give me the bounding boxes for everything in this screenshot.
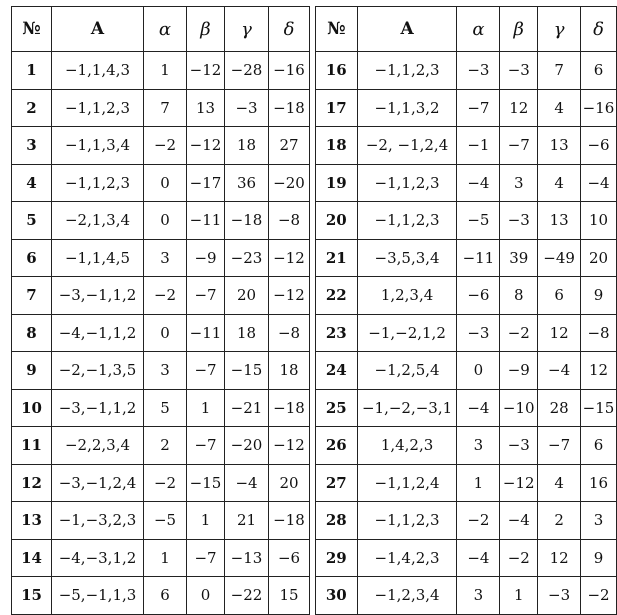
cell-alpha: 0	[457, 352, 500, 390]
cell-beta: −15	[187, 464, 225, 502]
cell-delta: 9	[581, 277, 617, 315]
header-number: №	[12, 7, 52, 52]
cell-delta: −18	[269, 389, 310, 427]
cell-beta: −10	[500, 389, 538, 427]
cell-set-a: −3,−1,1,2	[52, 389, 144, 427]
table-row	[12, 502, 310, 540]
cell-gamma: −4	[538, 352, 581, 390]
cell-number: 17	[316, 89, 358, 127]
cell-gamma: −22	[225, 577, 269, 615]
cell-alpha: −1	[457, 127, 500, 165]
cell-beta: −9	[500, 352, 538, 390]
cell-alpha: −11	[457, 239, 500, 277]
cell-number: 18	[316, 127, 358, 165]
cell-set-a: −3,−1,2,4	[52, 464, 144, 502]
cell-beta: −7	[187, 539, 225, 577]
cell-alpha: −2	[144, 127, 187, 165]
cell-number: 24	[316, 352, 358, 390]
cell-alpha: −7	[457, 89, 500, 127]
cell-delta: 15	[269, 577, 310, 615]
cell-gamma: −15	[225, 352, 269, 390]
table-row	[12, 427, 310, 465]
cell-set-a: −5,−1,1,3	[52, 577, 144, 615]
cell-alpha: 3	[144, 352, 187, 390]
cell-alpha: 3	[457, 577, 500, 615]
table-row	[316, 539, 617, 577]
cell-set-a: −2,1,3,4	[52, 202, 144, 240]
cell-alpha: −2	[457, 502, 500, 540]
cell-number: 19	[316, 164, 358, 202]
cell-delta: −12	[269, 239, 310, 277]
cell-number: 13	[12, 502, 52, 540]
cell-delta: −16	[581, 89, 617, 127]
cell-set-a: −1,2,3,4	[357, 577, 457, 615]
cell-gamma: −4	[225, 464, 269, 502]
table-row	[316, 277, 617, 315]
cell-number: 3	[12, 127, 52, 165]
cell-beta: 12	[500, 89, 538, 127]
cell-gamma: −49	[538, 239, 581, 277]
cell-set-a: 1,4,2,3	[357, 427, 457, 465]
variants-table-right	[315, 6, 617, 615]
cell-delta: −2	[581, 577, 617, 615]
table-row	[316, 314, 617, 352]
cell-number: 16	[316, 52, 358, 90]
cell-number: 20	[316, 202, 358, 240]
cell-delta: 27	[269, 127, 310, 165]
cell-delta: −15	[581, 389, 617, 427]
cell-set-a: −2,−1,3,5	[52, 352, 144, 390]
cell-set-a: −1,−2,−3,1	[357, 389, 457, 427]
cell-alpha: 0	[144, 164, 187, 202]
cell-alpha: −6	[457, 277, 500, 315]
cell-number: 23	[316, 314, 358, 352]
table-row	[12, 164, 310, 202]
header-beta: β	[187, 7, 225, 52]
cell-delta: −20	[269, 164, 310, 202]
cell-set-a: −1,1,2,3	[52, 89, 144, 127]
cell-set-a: −2,2,3,4	[52, 427, 144, 465]
table-row	[316, 89, 617, 127]
cell-number: 12	[12, 464, 52, 502]
cell-gamma: 13	[538, 127, 581, 165]
cell-delta: 6	[581, 52, 617, 90]
table-row	[316, 352, 617, 390]
cell-number: 26	[316, 427, 358, 465]
table-row	[316, 502, 617, 540]
header-row	[12, 7, 310, 52]
cell-delta: 6	[581, 427, 617, 465]
cell-beta: −11	[187, 202, 225, 240]
cell-alpha: 0	[144, 314, 187, 352]
cell-beta: 1	[500, 577, 538, 615]
cell-gamma: −18	[225, 202, 269, 240]
table-row	[12, 277, 310, 315]
table-row	[316, 52, 617, 90]
cell-delta: −16	[269, 52, 310, 90]
table-row	[316, 577, 617, 615]
cell-set-a: −1,2,5,4	[357, 352, 457, 390]
cell-delta: −4	[581, 164, 617, 202]
cell-set-a: −2, −1,2,4	[357, 127, 457, 165]
cell-alpha: −2	[144, 277, 187, 315]
cell-alpha: −4	[457, 389, 500, 427]
cell-beta: −3	[500, 52, 538, 90]
table-row	[12, 314, 310, 352]
cell-delta: −6	[269, 539, 310, 577]
cell-gamma: 7	[538, 52, 581, 90]
table-row	[12, 539, 310, 577]
cell-set-a: −3,−1,1,2	[52, 277, 144, 315]
cell-gamma: 20	[225, 277, 269, 315]
cell-gamma: −23	[225, 239, 269, 277]
header-set-a: A	[357, 7, 457, 52]
cell-beta: −2	[500, 539, 538, 577]
cell-beta: −7	[187, 277, 225, 315]
table-row	[316, 127, 617, 165]
cell-beta: −4	[500, 502, 538, 540]
table-row	[12, 89, 310, 127]
cell-gamma: −7	[538, 427, 581, 465]
cell-gamma: 36	[225, 164, 269, 202]
header-row	[316, 7, 617, 52]
cell-number: 6	[12, 239, 52, 277]
cell-gamma: 4	[538, 89, 581, 127]
cell-alpha: −5	[144, 502, 187, 540]
cell-beta: −12	[187, 127, 225, 165]
cell-gamma: −3	[225, 89, 269, 127]
cell-number: 27	[316, 464, 358, 502]
cell-number: 2	[12, 89, 52, 127]
cell-delta: −12	[269, 277, 310, 315]
table-row	[12, 239, 310, 277]
cell-set-a: −1,1,3,2	[357, 89, 457, 127]
table-row	[316, 164, 617, 202]
cell-beta: −12	[500, 464, 538, 502]
cell-set-a: −1,4,2,3	[357, 539, 457, 577]
table-row	[12, 389, 310, 427]
cell-number: 14	[12, 539, 52, 577]
table-row	[316, 202, 617, 240]
cell-delta: −18	[269, 89, 310, 127]
cell-set-a: −1,1,2,4	[357, 464, 457, 502]
cell-alpha: −2	[144, 464, 187, 502]
cell-delta: −12	[269, 427, 310, 465]
table-row	[12, 577, 310, 615]
header-beta: β	[500, 7, 538, 52]
cell-number: 1	[12, 52, 52, 90]
table-row	[12, 464, 310, 502]
cell-alpha: −3	[457, 314, 500, 352]
cell-delta: 20	[269, 464, 310, 502]
header-number: №	[316, 7, 358, 52]
cell-number: 4	[12, 164, 52, 202]
cell-gamma: 21	[225, 502, 269, 540]
cell-gamma: 18	[225, 314, 269, 352]
table-row	[316, 389, 617, 427]
cell-number: 25	[316, 389, 358, 427]
cell-number: 22	[316, 277, 358, 315]
cell-beta: 1	[187, 502, 225, 540]
cell-number: 21	[316, 239, 358, 277]
cell-gamma: 2	[538, 502, 581, 540]
cell-delta: 9	[581, 539, 617, 577]
cell-beta: −7	[187, 427, 225, 465]
cell-set-a: −1,1,2,3	[357, 164, 457, 202]
cell-gamma: −28	[225, 52, 269, 90]
cell-beta: 3	[500, 164, 538, 202]
cell-gamma: 18	[225, 127, 269, 165]
cell-beta: −3	[500, 202, 538, 240]
cell-number: 30	[316, 577, 358, 615]
cell-beta: −17	[187, 164, 225, 202]
header-set-a: A	[52, 7, 144, 52]
right-table-body	[316, 52, 617, 615]
cell-set-a: −1,1,2,3	[357, 202, 457, 240]
cell-beta: −12	[187, 52, 225, 90]
cell-delta: 16	[581, 464, 617, 502]
cell-set-a: −1,1,4,5	[52, 239, 144, 277]
cell-delta: 3	[581, 502, 617, 540]
cell-beta: −3	[500, 427, 538, 465]
cell-gamma: −13	[225, 539, 269, 577]
cell-gamma: 6	[538, 277, 581, 315]
cell-set-a: −1,1,2,3	[357, 502, 457, 540]
cell-alpha: −3	[457, 52, 500, 90]
cell-alpha: 1	[457, 464, 500, 502]
cell-number: 15	[12, 577, 52, 615]
cell-alpha: 7	[144, 89, 187, 127]
cell-set-a: −4,−3,1,2	[52, 539, 144, 577]
cell-alpha: −4	[457, 539, 500, 577]
cell-set-a: −1,−2,1,2	[357, 314, 457, 352]
table-row	[12, 352, 310, 390]
cell-beta: −9	[187, 239, 225, 277]
cell-set-a: −3,5,3,4	[357, 239, 457, 277]
cell-number: 5	[12, 202, 52, 240]
cell-gamma: 4	[538, 164, 581, 202]
cell-number: 9	[12, 352, 52, 390]
cell-number: 11	[12, 427, 52, 465]
variants-table-left	[11, 6, 310, 615]
cell-set-a: 1,2,3,4	[357, 277, 457, 315]
cell-alpha: −4	[457, 164, 500, 202]
header-gamma: γ	[538, 7, 581, 52]
cell-delta: −8	[581, 314, 617, 352]
cell-gamma: 4	[538, 464, 581, 502]
cell-number: 7	[12, 277, 52, 315]
cell-beta: −7	[500, 127, 538, 165]
cell-delta: −8	[269, 202, 310, 240]
header-delta: δ	[581, 7, 617, 52]
cell-beta: −7	[187, 352, 225, 390]
cell-set-a: −4,−1,1,2	[52, 314, 144, 352]
table-row	[12, 52, 310, 90]
header-alpha: α	[457, 7, 500, 52]
cell-set-a: −1,−3,2,3	[52, 502, 144, 540]
cell-delta: 18	[269, 352, 310, 390]
cell-alpha: 6	[144, 577, 187, 615]
cell-beta: 13	[187, 89, 225, 127]
table-row	[316, 239, 617, 277]
cell-gamma: 13	[538, 202, 581, 240]
cell-beta: 39	[500, 239, 538, 277]
cell-delta: −6	[581, 127, 617, 165]
cell-delta: −8	[269, 314, 310, 352]
header-gamma: γ	[225, 7, 269, 52]
cell-set-a: −1,1,4,3	[52, 52, 144, 90]
cell-gamma: 12	[538, 539, 581, 577]
cell-set-a: −1,1,3,4	[52, 127, 144, 165]
cell-alpha: 5	[144, 389, 187, 427]
cell-beta: −11	[187, 314, 225, 352]
cell-number: 28	[316, 502, 358, 540]
cell-gamma: 28	[538, 389, 581, 427]
cell-gamma: −20	[225, 427, 269, 465]
table-row	[12, 127, 310, 165]
cell-delta: 20	[581, 239, 617, 277]
cell-beta: 1	[187, 389, 225, 427]
cell-alpha: 3	[457, 427, 500, 465]
cell-set-a: −1,1,2,3	[357, 52, 457, 90]
cell-alpha: 3	[144, 239, 187, 277]
cell-gamma: −3	[538, 577, 581, 615]
table-row	[12, 202, 310, 240]
cell-number: 10	[12, 389, 52, 427]
left-table-body	[12, 52, 310, 615]
cell-alpha: −5	[457, 202, 500, 240]
cell-delta: 10	[581, 202, 617, 240]
cell-gamma: −21	[225, 389, 269, 427]
cell-number: 8	[12, 314, 52, 352]
cell-beta: 8	[500, 277, 538, 315]
table-row	[316, 427, 617, 465]
cell-delta: −18	[269, 502, 310, 540]
cell-beta: −2	[500, 314, 538, 352]
cell-alpha: 2	[144, 427, 187, 465]
cell-alpha: 0	[144, 202, 187, 240]
cell-set-a: −1,1,2,3	[52, 164, 144, 202]
cell-beta: 0	[187, 577, 225, 615]
cell-gamma: 12	[538, 314, 581, 352]
cell-delta: 12	[581, 352, 617, 390]
cell-alpha: 1	[144, 52, 187, 90]
cell-number: 29	[316, 539, 358, 577]
cell-alpha: 1	[144, 539, 187, 577]
header-alpha: α	[144, 7, 187, 52]
table-row	[316, 464, 617, 502]
header-delta: δ	[269, 7, 310, 52]
